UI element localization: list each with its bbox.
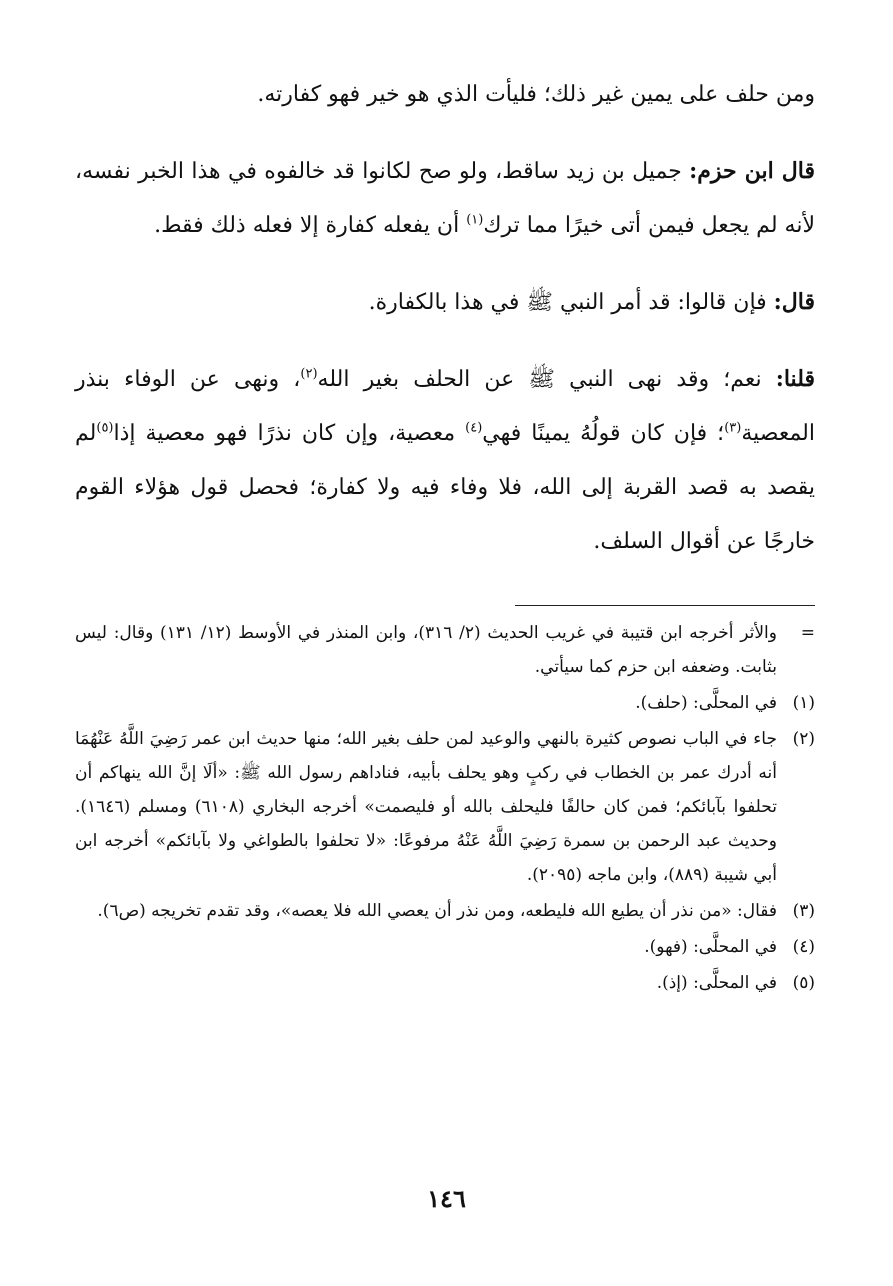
footnote-3	[75, 894, 815, 928]
footnote-marker: (٤)	[792, 937, 815, 957]
footnote-marker: (١)	[792, 693, 815, 713]
footnote-text: فقال: «من نذر أن يطيع الله فليطعه، ومن نذر أن يعصي الله فلا يعصه»، وقد تقدم تخريجه (ص٦).	[97, 901, 777, 921]
footnote-text: في المحلَّى: (حلف).	[635, 693, 777, 713]
paragraph-2-text-b: أن يفعله كفارة إلا فعله ذلك فقط.	[154, 213, 467, 238]
footnote-marker: (٥)	[792, 973, 815, 993]
paragraph-1	[75, 68, 815, 122]
footnote-ref-5[interactable]: (٥)	[96, 420, 114, 436]
footnote-divider	[515, 605, 815, 606]
footnote-continued	[75, 616, 815, 684]
paragraph-3-lead: قال:	[773, 289, 815, 315]
footnote-5	[75, 966, 815, 1000]
footnote-marker: (٢)	[792, 729, 815, 749]
paragraph-4-text-e: لم يقصد به قصد القربة إلى الله، فلا وفاء فيه ولا كفارة؛ فحصل قول هؤلاء القوم خارجًا عن أقوال السلف.	[75, 421, 815, 554]
footnote-2	[75, 722, 815, 892]
footnote-1	[75, 686, 815, 720]
footnotes	[75, 616, 815, 1002]
main-text	[75, 68, 815, 591]
paragraph-1-text: ومن حلف على يمين غير ذلك؛ فليأت الذي هو خير فهو كفارته.	[257, 82, 815, 107]
paragraph-4	[75, 352, 815, 569]
footnote-text: جاء في الباب نصوص كثيرة بالنهي والوعيد لمن حلف بغير الله؛ منها حديث ابن عمر رَضِيَ اللَّهُ عَنْهُمَا أنه أدرك عمر بن الخطاب في ركبٍ وهو يحلف بأبيه، فناداهم رسول الله ﷺ: «ألَا إنَّ الله ينهاكم أن تحلفوا بآبائكم؛ فمن كان حالفًا فليحلف بالله أو فليصمت» أخرجه البخاري (٦١٠٨) ومسلم (١٦٤٦). وحديث عبد الرحمن بن سمرة رَضِيَ اللَّهُ عَنْهُ مرفوعًا: «لا تحلفوا بالطواغي ولا بآبائكم» أخرجه ابن أبي شيبة (٨٨٩)، وابن ماجه (٢٠٩٥).	[75, 729, 778, 885]
paragraph-4-text-b: ، ونهى عن الوفاء بنذر المعصية	[75, 367, 815, 446]
footnote-ref-4[interactable]: (٤)	[465, 420, 483, 436]
paragraph-4-text-a: نعم؛ وقد نهى النبي ﷺ عن الحلف بغير الله	[317, 367, 776, 392]
paragraph-3-text: فإن قالوا: قد أمر النبي ﷺ في هذا بالكفارة.	[368, 290, 774, 315]
paragraph-4-lead: قلنا:	[775, 366, 815, 392]
footnote-ref-2[interactable]: (٢)	[300, 366, 318, 382]
page-number: ١٤٦	[427, 1184, 466, 1213]
footnote-4	[75, 930, 815, 964]
paragraph-2-text-a: جميل بن زيد ساقط، ولو صح لكانوا قد خالفوه في هذا الخبر نفسه، لأنه لم يجعل فيمن أتى خيرًا مما ترك	[75, 159, 815, 238]
footnote-ref-3[interactable]: (٣)	[724, 420, 742, 436]
paragraph-3	[75, 275, 815, 330]
paragraph-2-lead: قال ابن حزم:	[689, 158, 815, 184]
footnote-marker: =	[800, 623, 815, 643]
footnote-marker: (٣)	[792, 901, 815, 921]
footnote-text: في المحلَّى: (فهو).	[644, 937, 777, 957]
paragraph-4-text-c: ؛ فإن كان قولُهُ يمينًا فهي	[482, 421, 725, 446]
paragraph-2	[75, 144, 815, 253]
footnote-text: والأثر أخرجه ابن قتيبة في غريب الحديث (٢/ ٣١٦)، وابن المنذر في الأوسط (١٢/ ١٣١) وقال: ليس بثابت. وضعفه ابن حزم كما سيأتي.	[75, 623, 777, 677]
footnote-text: في المحلَّى: (إذ).	[656, 973, 777, 993]
paragraph-4-text-d: معصية، وإن كان نذرًا فهو معصية إذا	[113, 421, 466, 446]
footnote-ref-1[interactable]: (١)	[466, 212, 484, 228]
